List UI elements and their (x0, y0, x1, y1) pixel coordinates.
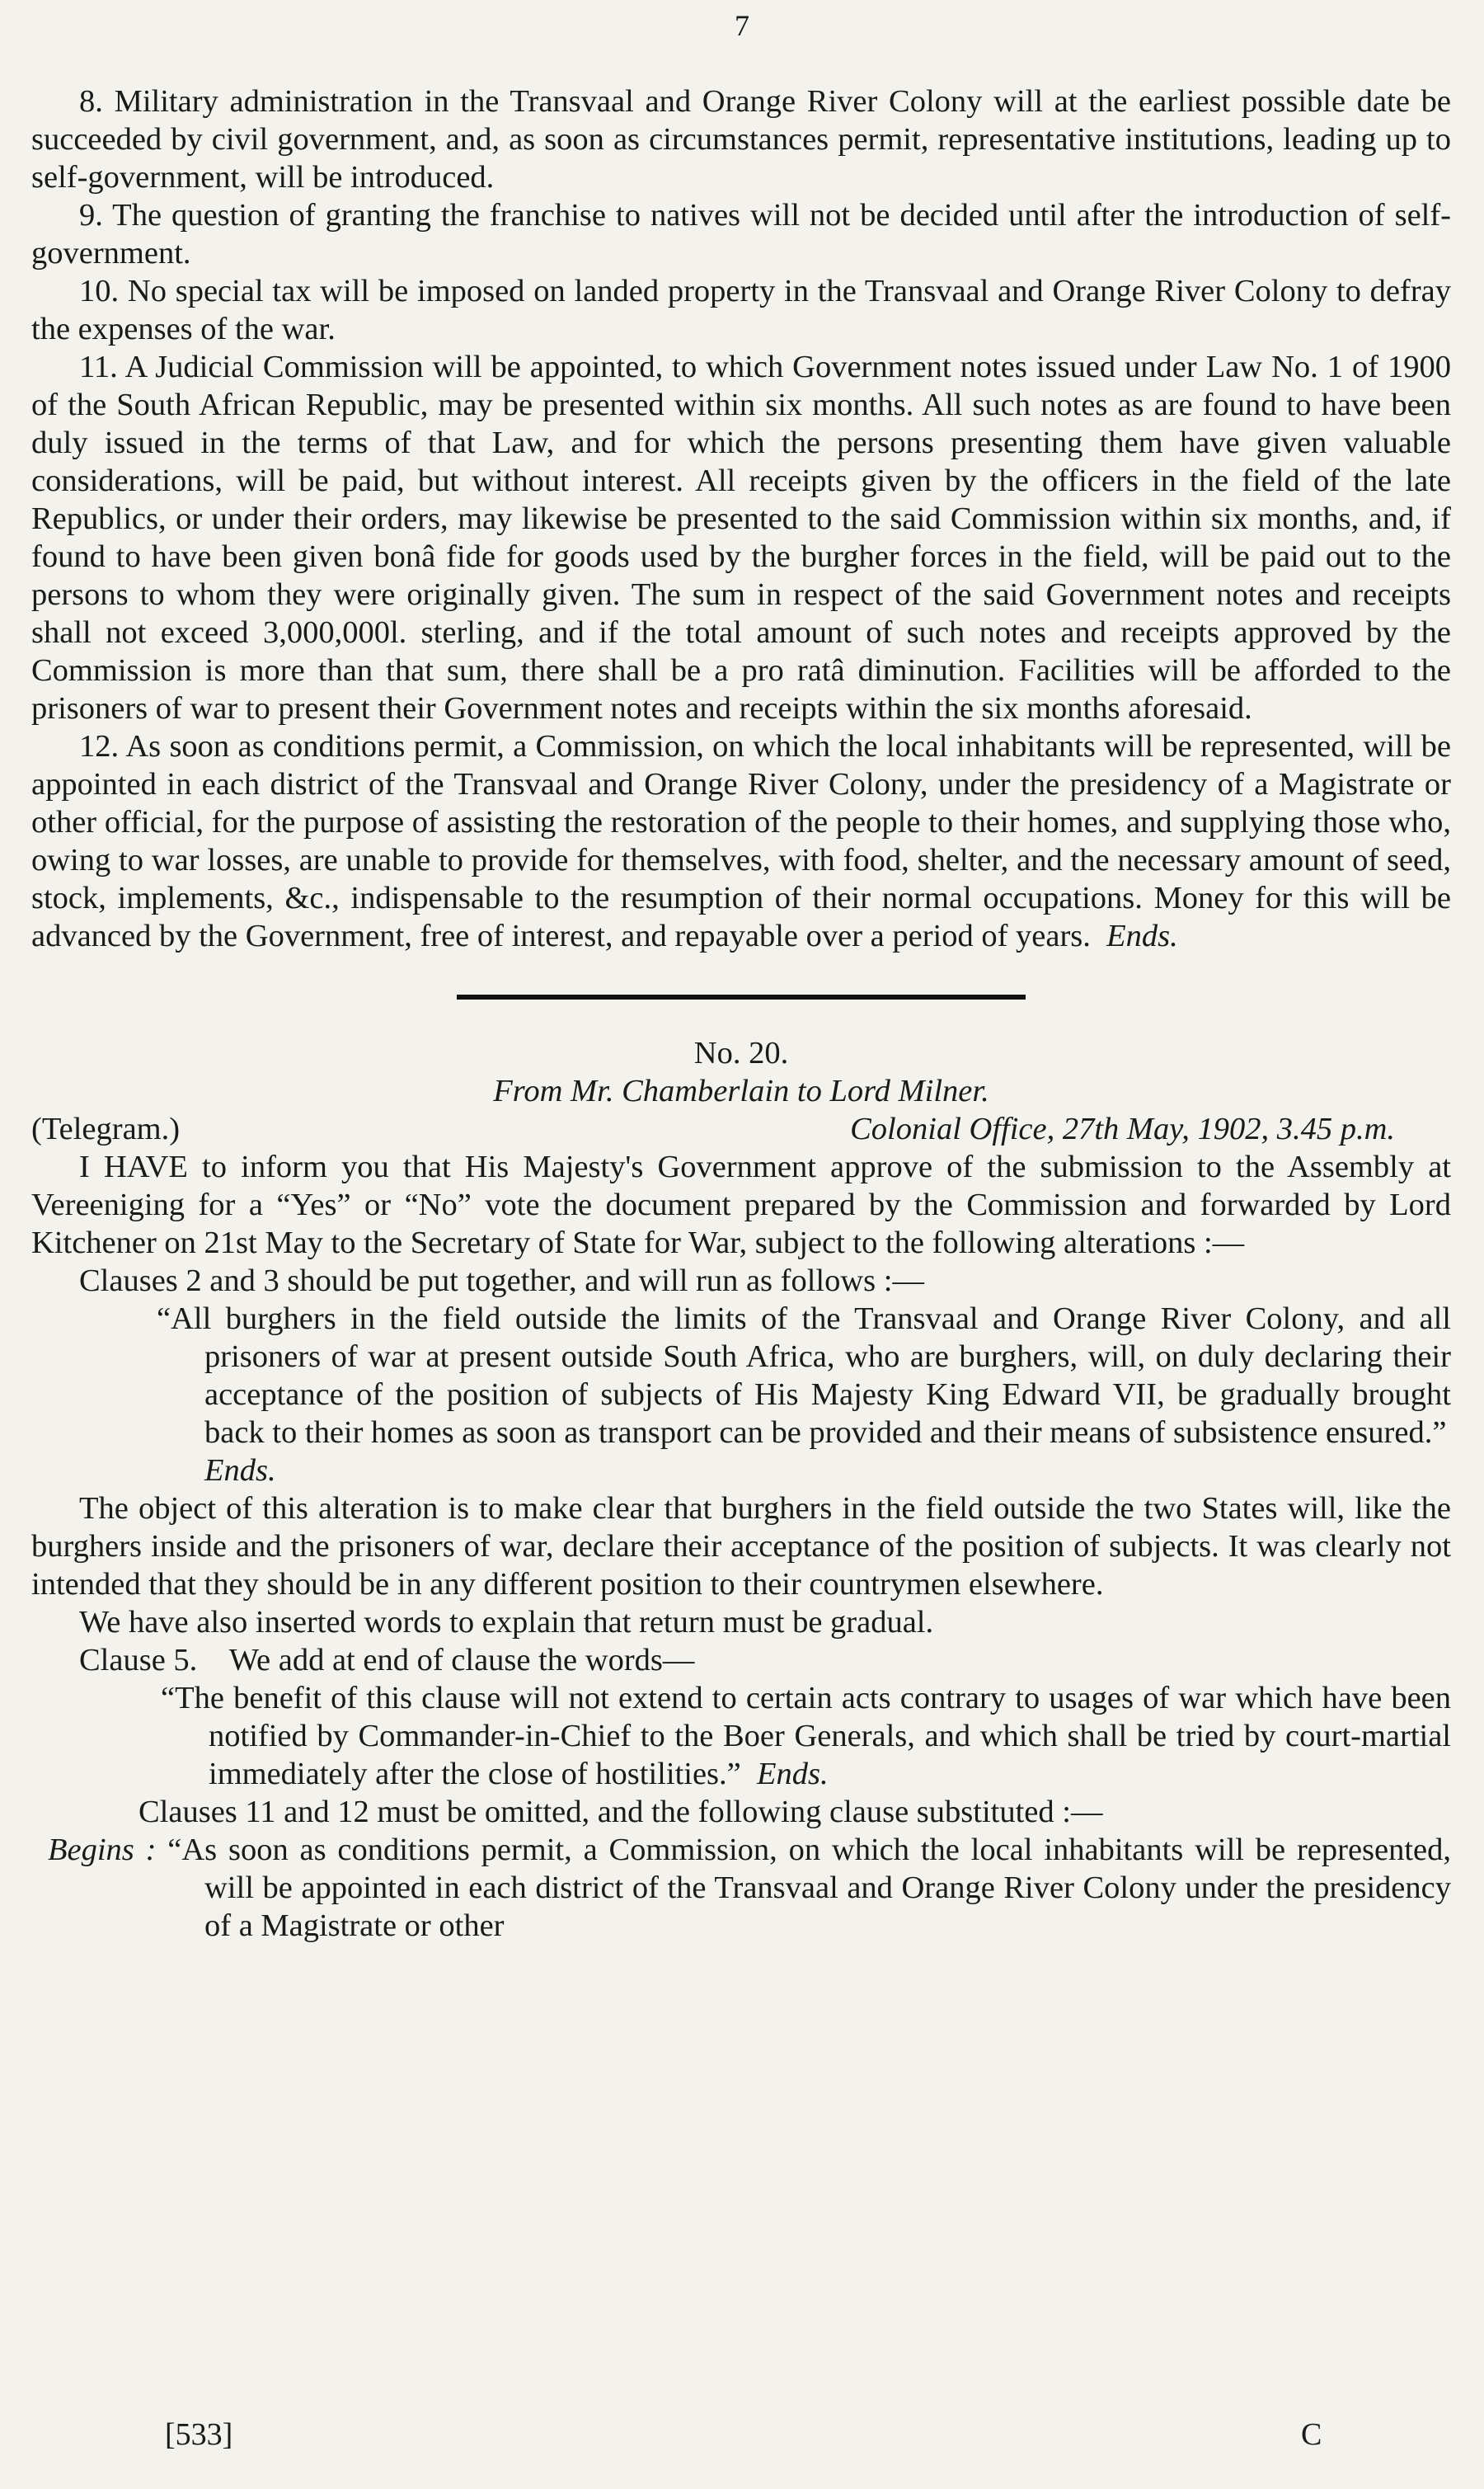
quote-2-text: “The benefit of this clause will not extend to certain acts contrary to usages of war which have been notified by Commander-in-Chief to the Boer Generals, and which shall be tried by court-martial immediately after the close of hostilities.” (161, 1681, 1451, 1791)
begins-paragraph (31, 1831, 1451, 1945)
intro-paragraph: I HAVE to inform you that His Majesty's Government approve of the submission to the Assembly at Vereeniging for a “Yes” or “No” vote the document prepared by the Commission and forwarded by Lord Kitchener on 21st May to the Secretary of State for War, subject to the following alterations :— (31, 1150, 1451, 1260)
document-body (31, 82, 1451, 1945)
telegram-label: (Telegram.) (31, 1112, 181, 1146)
paragraph-8: 8. Military administration in the Transvaal and Orange River Colony will at the earliest possible date be succeeded by civil government, and, as soon as circumstances permit, representative institutions, leading up to self-government, will be introduced. (31, 84, 1451, 195)
inserted-words: We have also inserted words to explain that return must be gradual. (79, 1605, 934, 1640)
object-paragraph: The object of this alteration is to make clear that burghers in the field outside the two States will, like the burghers inside and the prisoners of war, declare their acceptance of the position of subjects. It was clearly not intended that they should be in any different position to their countrymen elsewhere. (31, 1491, 1451, 1602)
clauses-2-3: Clauses 2 and 3 should be put together, and will run as follows :— (79, 1263, 924, 1298)
ends-marker: Ends. (1106, 919, 1178, 953)
quote-1-ends: Ends. (204, 1453, 276, 1488)
paragraph-12-text: 12. As soon as conditions permit, a Commission, on which the local inhabitants will be represented, will be appointed in each district of the Transvaal and Orange River Colony, under the presidency of a Magistrate or other official, for the purpose of assisting the restoration of the people to their homes, and supplying those who, owing to war losses, are unable to provide for themselves, with food, shelter, and the necessary amount of seed, stock, implements, &c., indispensable to the resumption of their normal occupations. Money for this will be advanced by the Government, free of interest, and repayable over a period of years. (31, 729, 1451, 953)
clauses-11-12: Clauses 11 and 12 must be omitted, and the following clause substituted :— (139, 1795, 1103, 1829)
footer-signature-letter: C (1301, 2417, 1322, 2452)
quote-clause-2-3: “All burghers in the field outside the limits of the Transvaal and Orange River Colony, and all prisoners of war at present outside South Africa, who are burghers, will, on duly declaring their acceptance of the position of subjects of His Majesty King Edward VII, be gradually brought back to their homes as soon as transport can be provided and their means of subsistence ensured.” (157, 1301, 1451, 1450)
quote-clause-5 (31, 1679, 1451, 1793)
document-number: No. 20. (693, 1036, 789, 1070)
clause-5: Clause 5. We add at end of clause the words— (79, 1643, 695, 1677)
section-divider (457, 995, 1026, 1000)
footer-signature-number: [533] (165, 2417, 233, 2452)
paragraph-10: 10. No special tax will be imposed on landed property in the Transvaal and Orange River Colony to defray the expenses of the war. (31, 274, 1451, 346)
page-footer (0, 2416, 1484, 2458)
dateline: Colonial Office, 27th May, 1902, 3.45 p.m. (850, 1112, 1395, 1146)
quote-2-ends: Ends. (757, 1757, 829, 1791)
page-number: 7 (735, 9, 749, 42)
dateline-row (31, 1110, 1451, 1148)
begins-text: “As soon as conditions permit, a Commission, on which the local inhabitants will be represented, will be appointed in each district of the Transvaal and Orange River Colony under the presidency of a Magistrate or other (167, 1833, 1452, 1943)
begins-label: Begins : (48, 1833, 157, 1867)
from-line: From Mr. Chamberlain to Lord Milner. (493, 1074, 989, 1108)
paragraph-12 (31, 727, 1451, 955)
paragraph-11: 11. A Judicial Commission will be appointed, to which Government notes issued under Law No. 1 of 1900 of the South African Republic, may be presented within six months. All such notes as are found to have been duly issued in the terms of that Law, and for which the persons presenting them have given valuable considerations, will be paid, but without interest. All receipts given by the officers in the field of the late Republics, or under their orders, may likewise be presented to the said Commission within six months, and, if found to have been given bonâ fide for goods used by the burgher forces in the field, will be paid out to the persons to whom they were originally given. The sum in respect of the said Government notes and receipts shall not exceed 3,000,000l. sterling, and if the total amount of such notes and receipts approved by the Commission is more than that sum, there shall be a pro ratâ diminution. Facilities will be afforded to the prisoners of war to present their Government notes and receipts within the six months aforesaid. (31, 350, 1451, 726)
paragraph-9: 9. The question of granting the franchise to natives will not be decided until after the introduction of self-government. (31, 198, 1451, 271)
